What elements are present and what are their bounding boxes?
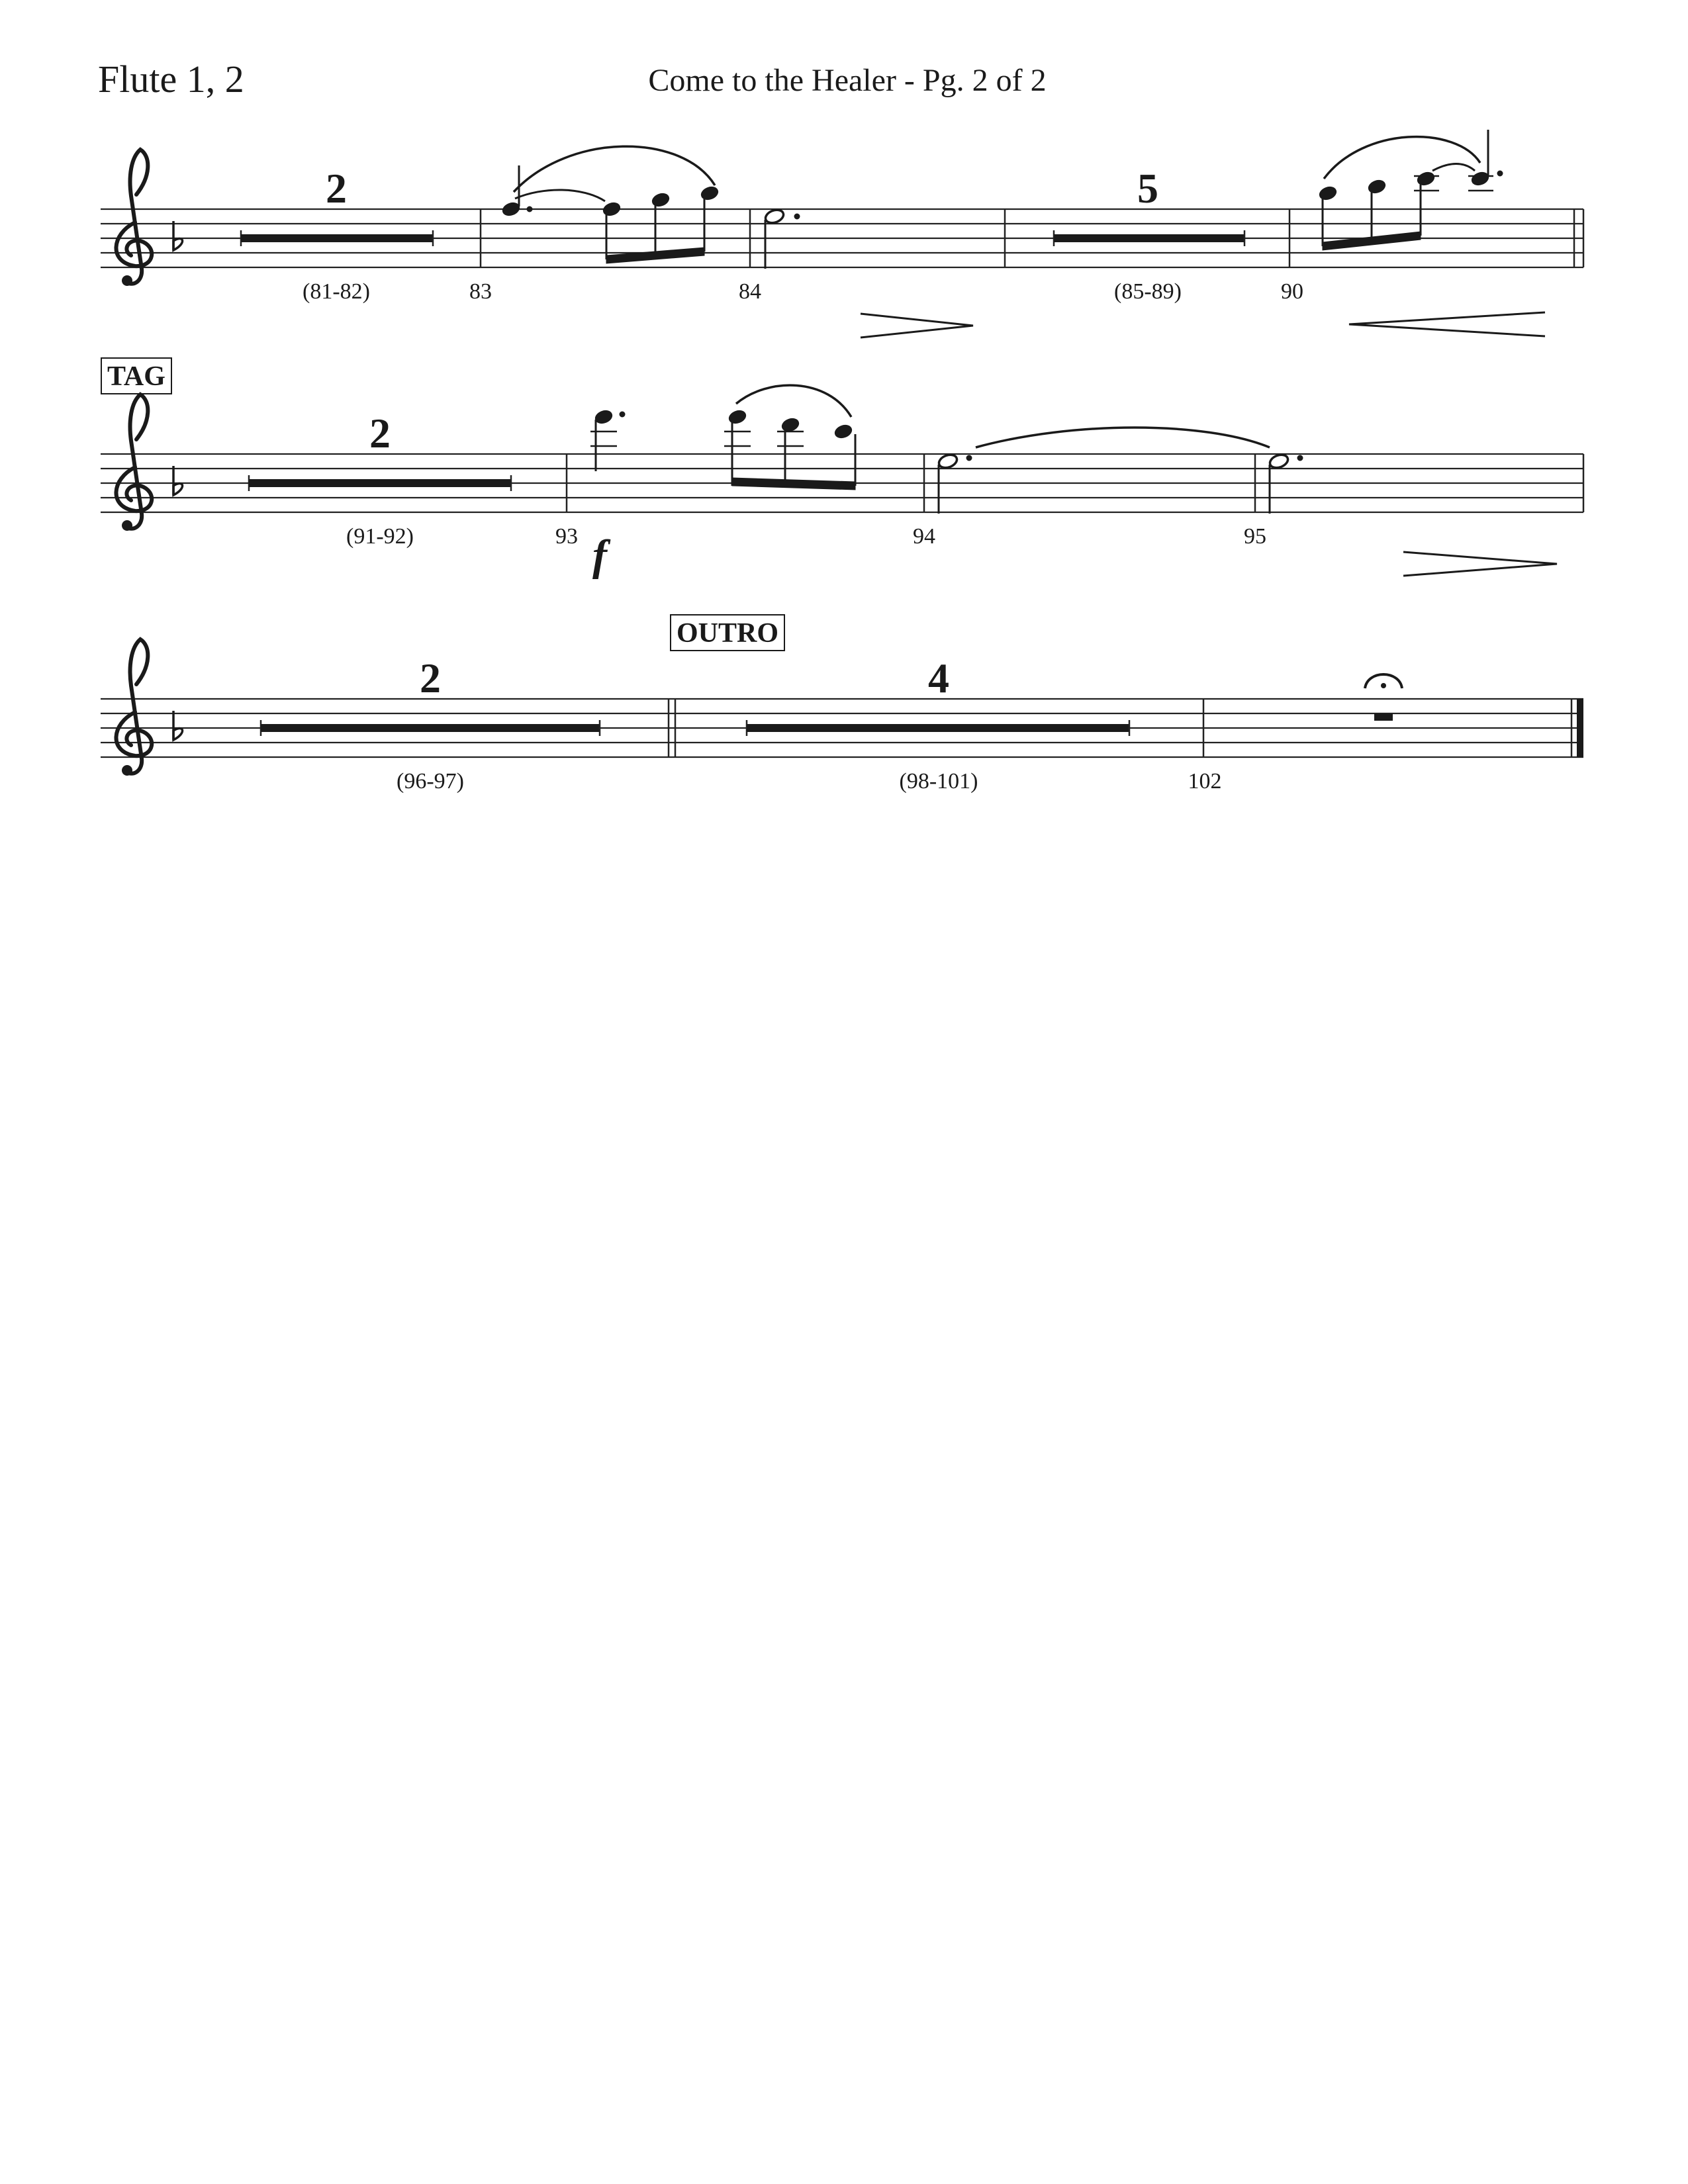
measure-number-94: 94 xyxy=(913,524,935,549)
rest-count-81-82: 2 xyxy=(326,165,347,212)
decrescendo-1 xyxy=(861,314,973,338)
rest-range-98-101: (98-101) xyxy=(899,769,978,794)
rest-count-91-92: 2 xyxy=(369,410,391,457)
measure-number-95: 95 xyxy=(1244,524,1266,549)
crescendo-1 xyxy=(1349,312,1545,336)
instrument-name: Flute 1, 2 xyxy=(98,58,244,101)
treble-clef-icon xyxy=(116,639,152,776)
treble-clef-icon xyxy=(116,394,152,531)
measure-number-93: 93 xyxy=(555,524,578,549)
rehearsal-mark-tag: TAG xyxy=(101,357,172,394)
flat-icon xyxy=(173,711,183,740)
multirest-bar-3 xyxy=(249,475,511,491)
measure-number-90: 90 xyxy=(1281,279,1303,304)
rest-count-98-101: 4 xyxy=(928,655,949,702)
multirest-bar-5 xyxy=(747,720,1129,736)
measure-number-102: 102 xyxy=(1188,769,1222,794)
dynamic-forte: f xyxy=(592,531,607,580)
rest-range-91-92: (91-92) xyxy=(346,524,414,549)
rest-count-85-89: 5 xyxy=(1137,165,1158,212)
measure-number-84: 84 xyxy=(739,279,761,304)
rehearsal-mark-outro: OUTRO xyxy=(670,614,785,651)
measure-94-95-notes xyxy=(937,428,1303,514)
flat-icon xyxy=(173,466,183,495)
rest-count-96-97: 2 xyxy=(420,655,441,702)
measure-93-notes xyxy=(590,385,855,490)
treble-clef-icon xyxy=(116,150,152,286)
rest-range-96-97: (96-97) xyxy=(397,769,464,794)
multirest-bar-4 xyxy=(261,720,600,736)
multirest-bar-1 xyxy=(241,230,433,246)
measure-90-notes xyxy=(1318,130,1503,250)
rest-range-85-89: (85-89) xyxy=(1114,279,1182,304)
measure-83-notes xyxy=(501,146,720,263)
flat-icon xyxy=(173,221,183,250)
rest-range-81-82: (81-82) xyxy=(303,279,370,304)
measure-number-83: 83 xyxy=(469,279,492,304)
song-title: Come to the Healer - Pg. 2 of 2 xyxy=(648,63,1047,98)
decrescendo-2 xyxy=(1403,552,1557,576)
multirest-bar-2 xyxy=(1054,230,1244,246)
